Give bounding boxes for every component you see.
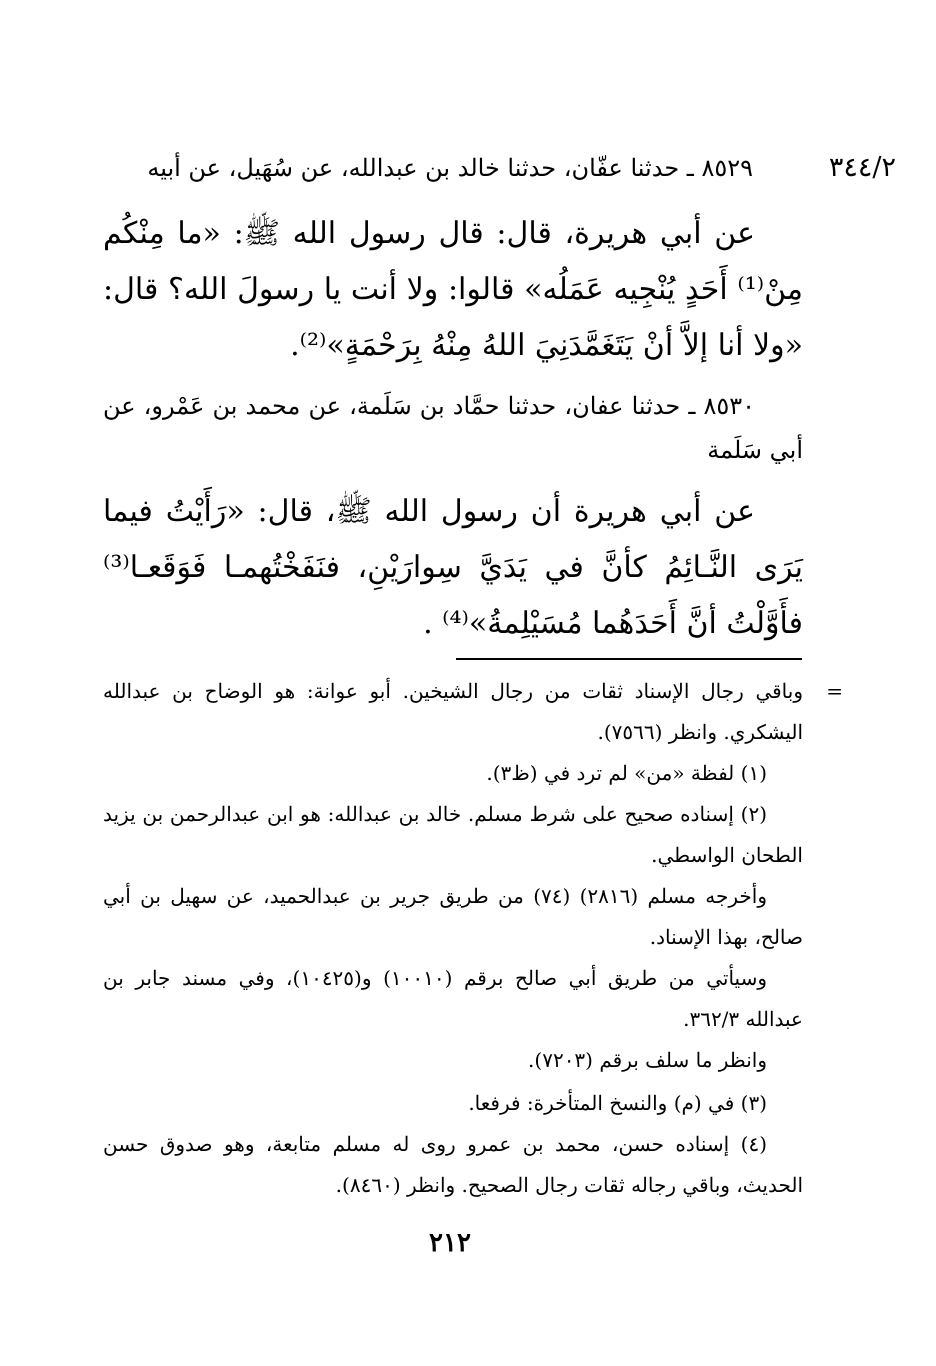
page-number: ٢١٢ — [429, 1228, 471, 1258]
hadith-8530-matn: عن أبي هريرة أن رسول الله ﷺ، قال: «رَأَيْتُ فيما يَرَى النَّـائِمُ كأنَّ في يَدَيَّ سِوارَيْنِ، فنَفَخْتُهمـا فَوَقَعـا⁽³⁾ فأَوَّلْتُ أنَّ أَحَدَهُما مُسَيْلِمةُ»⁽⁴⁾ . — [103, 494, 803, 641]
footnote-1: (١) لفظة «من» لم ترد في (ظ٣). — [486, 761, 767, 785]
footnote-2-c: وسيأتي من طريق أبي صالح برقم (١٠٠١٠) و(١٠٤٢٥)، وفي مسند جابر بن عبدالله ٣٦٢/٣. — [103, 966, 803, 1031]
footnote-2-d: وانظر ما سلف برقم (٧٢٠٣). — [528, 1048, 767, 1072]
footnote-2-b: وأخرجه مسلم (٢٨١٦) (٧٤) من طريق جرير بن عبدالحميد، عن سهيل بن أبي صالح، بهذا الإسناد. — [103, 884, 803, 949]
footnote-separator — [456, 658, 802, 660]
footnote-continuation-mark: = — [826, 679, 843, 703]
volume-page-reference: ٣٤٤/٢ — [828, 152, 896, 183]
hadith-8529-matn: عن أبي هريرة، قال: قال رسول الله ﷺ: «ما مِنْكُم مِنْ⁽¹⁾ أَحَدٍ يُنْجِيه عَمَلُه» قالوا: ولا أنت يا رسولَ الله؟ قال: «ولا أنا إلاَّ أنْ يَتَغَمَّدَنِيَ اللهُ مِنْهُ بِرَحْمَةٍ»⁽²⁾. — [103, 216, 803, 363]
footnote-continuation: وباقي رجال الإسناد ثقات من رجال الشيخين. أبو عوانة: هو الوضاح بن عبدالله اليشكري. وانظر (٧٥٦٦). — [103, 679, 803, 744]
footnote-3: (٣) في (م) والنسخ المتأخرة: فرفعا. — [468, 1091, 767, 1115]
hadith-8530-isnad: ٨٥٣٠ ـ حدثنا عفان، حدثنا حمَّاد بن سَلَمة، عن محمد بن عَمْرو، عن أبي سَلَمة — [103, 392, 803, 464]
footnote-2-a: (٢) إسناده صحيح على شرط مسلم. خالد بن عبدالله: هو ابن عبدالرحمن بن يزيد الطحان الواسطي. — [103, 802, 803, 867]
hadith-8529-isnad: ٨٥٢٩ ـ حدثنا عفّان، حدثنا خالد بن عبدالله، عن سُهَيل، عن أبيه — [147, 154, 753, 182]
footnote-4: (٤) إسناده حسن، محمد بن عمرو روى له مسلم متابعة، وهو صدوق حسن الحديث، وباقي رجاله ثقات رجال الصحيح. وانظر (٨٤٦٠). — [103, 1132, 803, 1197]
